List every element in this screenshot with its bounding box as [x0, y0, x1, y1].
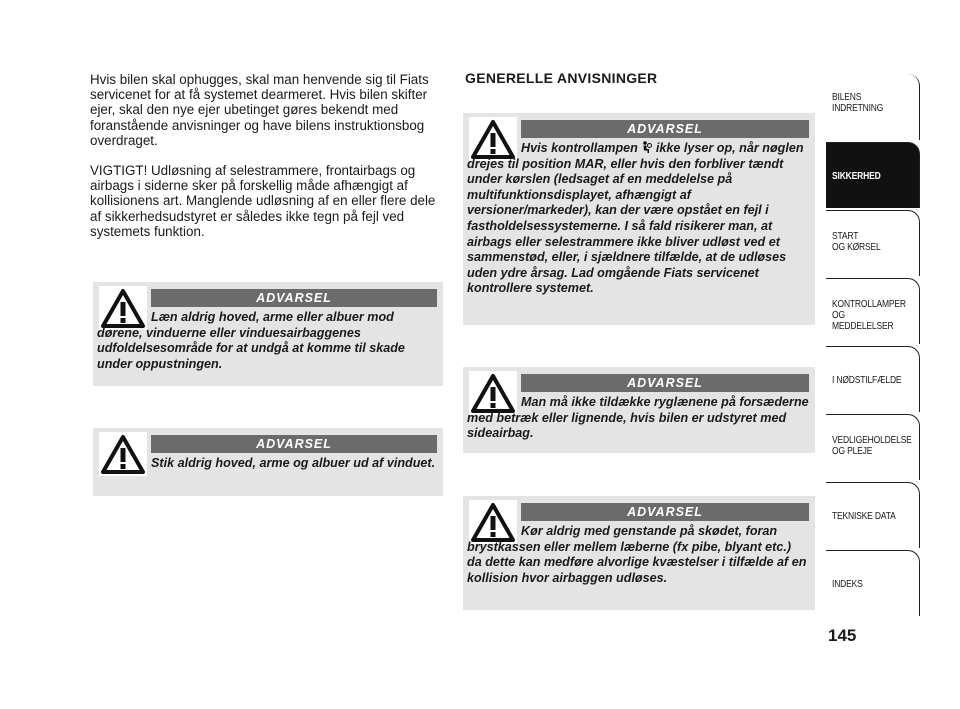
warning-label: ADVARSEL: [151, 289, 437, 307]
sidebar-item-sikkerhed[interactable]: [826, 142, 920, 208]
warning-box-windows: [93, 282, 443, 386]
paragraph-scrapping: Hvis bilen skal ophugges, skal man henvende sig til Fiats servicenet for at få systemet dearmeret. Hvis bilen skifter ejer, skal den nye ejer ubetinget gøres bekendt med foranstående anvisninger og have bilens instruktionsbog overdraget.: [90, 72, 429, 148]
warning-text: Læn aldrig hoved, arme eller albuer mod dørene, vinduerne eller vinduesairbaggenes udfoldelsesområde for at undgå at komme til skade under oppustningen.: [97, 310, 405, 371]
sidebar-item-label: INDEKS: [832, 579, 863, 590]
sidebar-item-bilens-indretning[interactable]: [826, 74, 920, 140]
warning-box-seat-covers: [463, 367, 815, 453]
sidebar-item-nodstilfaelde[interactable]: [826, 346, 920, 412]
sidebar-item-label: VEDLIGEHOLDELSE OG PLEJE: [832, 435, 912, 457]
sidebar-item-indeks[interactable]: [826, 550, 920, 616]
warning-box-objects: [463, 496, 815, 610]
sidebar-item-kontrollamper[interactable]: [826, 278, 920, 344]
sidebar-item-label: START OG KØRSEL: [832, 231, 881, 253]
paragraph-important: VIGTIGT! Udløsning af selestrammere, frontairbags og airbags i siderne sker på forskellig måde afhængigt af kollisionens art. Manglende udløsning af en eller flere dele af sikkerhedsudstyret er således ikke tegn på fejl ved systemets funktion.: [90, 163, 436, 239]
warning-text: [467, 141, 809, 297]
sidebar-item-tekniske-data[interactable]: [826, 482, 920, 548]
section-heading: GENERELLE ANVISNINGER: [465, 70, 658, 86]
sidebar-item-label: TEKNISKE DATA: [832, 511, 896, 522]
warning-label: ADVARSEL: [521, 120, 809, 138]
sidebar-item-label: SIKKERHED: [832, 171, 881, 182]
warning-text: Stik aldrig hoved, arme og albuer ud af vinduet.: [151, 456, 436, 470]
sidebar-item-label: BILENS INDRETNING: [832, 92, 884, 114]
warning-label: ADVARSEL: [521, 503, 809, 521]
warning-text-start: Hvis kontrollampen: [521, 141, 638, 155]
warning-box-window-head: [93, 428, 443, 496]
warning-text: Man må ikke tildække ryglænene på forsæderne med betræk eller lignende, hvis bilen er udstyret med sideairbag.: [467, 395, 809, 441]
sidebar-item-label: I NØDSTILFÆLDE: [832, 375, 902, 386]
warning-box-airbag-lamp: [463, 113, 815, 325]
sidebar-item-start-og-korsel[interactable]: [826, 210, 920, 276]
sidebar-item-vedligeholdelse[interactable]: [826, 414, 920, 480]
warning-text: Kør aldrig med genstande på skødet, foran brystkassen eller mellem læberne (fx pibe, blyant etc.) da dette kan medføre alvorlige kvæstelser i tilfælde af en kollision hvor airbaggen udløses.: [467, 524, 807, 585]
warning-label: ADVARSEL: [151, 435, 437, 453]
warning-text-end: ikke lyser op, når nøglen drejes til position MAR, eller hvis den forbliver tændt under kørslen (ledsaget af en meddelelse på multifunktionsdisplayet, afhængigt af versioner/markeder), kan der være opstået en fejl i fastholdelsessystemerne. I så fald risikerer man, at airbags eller selestrammere ikke bliver udløst ved et sammenstød, eller, i sjældnere tilfælde, at de udløses uden ydre årsag. Lad omgående Fiats servicenet kontrollere systemet.: [467, 141, 804, 296]
page-number: 145: [828, 626, 857, 645]
warning-label: ADVARSEL: [521, 374, 809, 392]
sidebar-item-label: KONTROLLAMPER OG MEDDELELSER: [832, 299, 906, 332]
airbag-warning-lamp-icon: [641, 141, 652, 154]
